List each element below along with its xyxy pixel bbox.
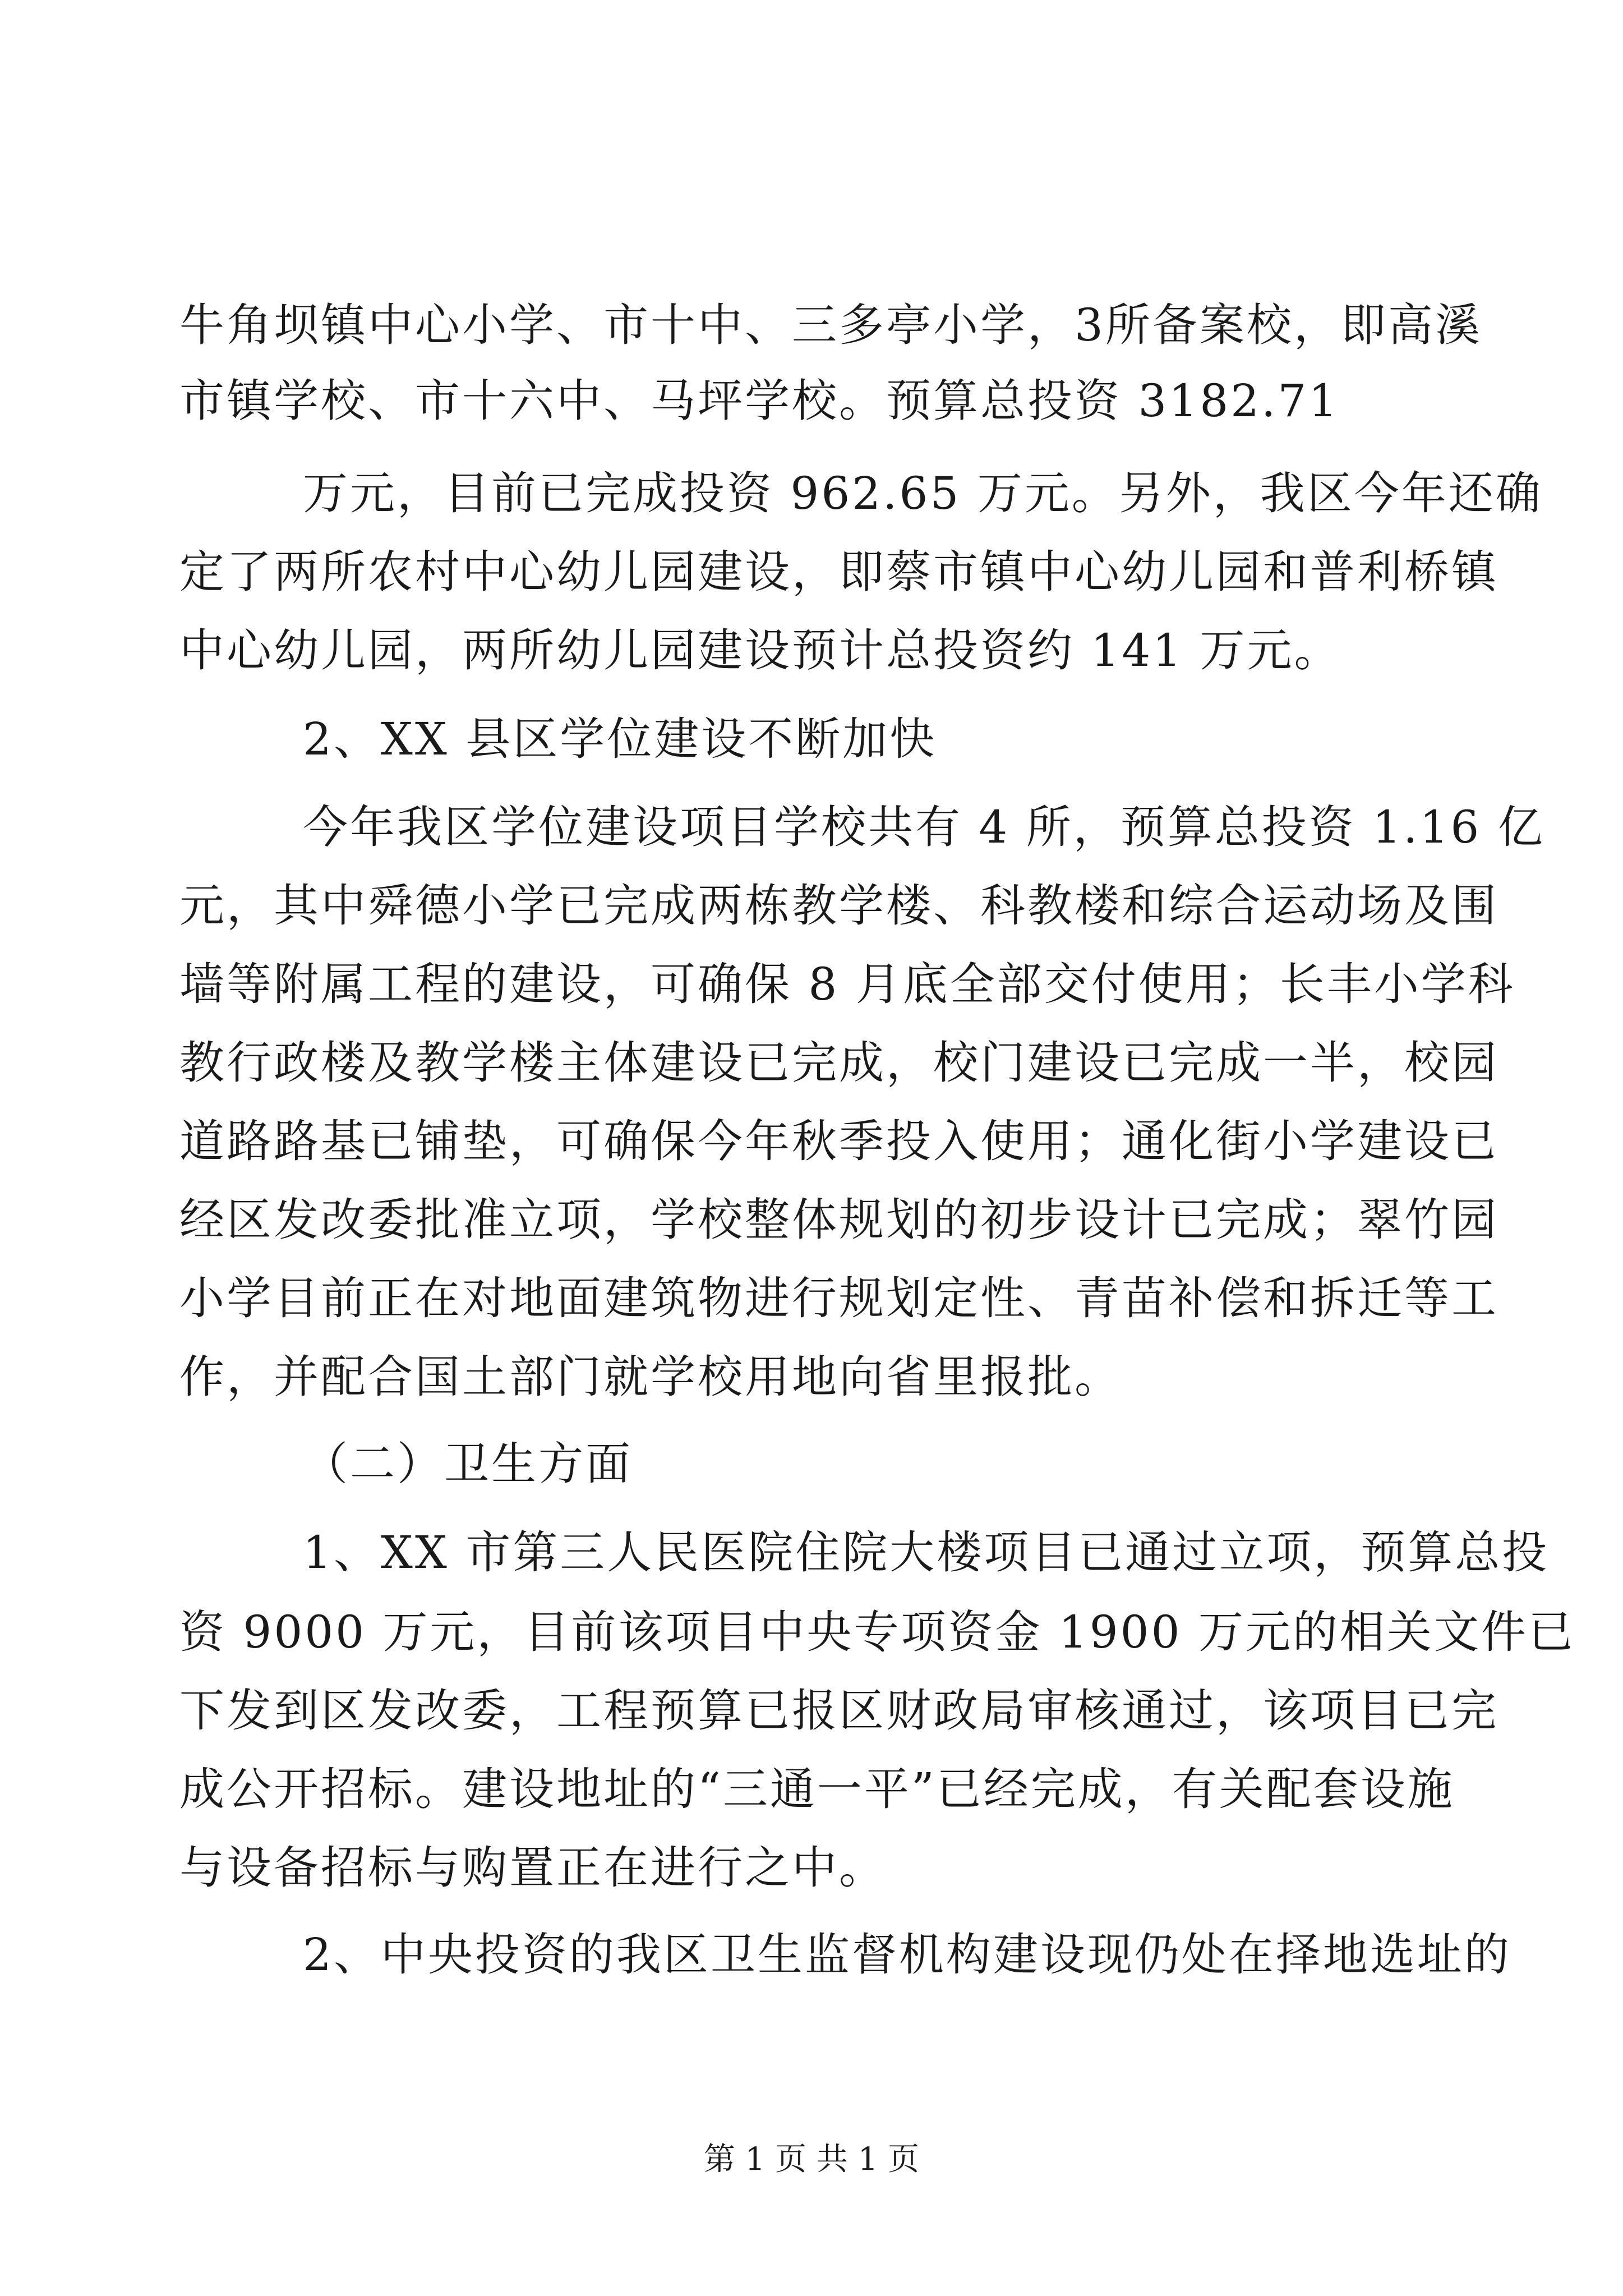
paragraph-line: 道路路基已铺垫，可确保今年秋季投入使用；通化街小学建设已 (179, 1115, 1498, 1167)
paragraph-line: 万元，目前已完成投资 962.65 万元。另外，我区今年还确 (303, 467, 1543, 519)
paragraph-line: 定了两所农村中心幼儿园建设，即蔡市镇中心幼儿园和普利桥镇 (179, 546, 1498, 598)
paragraph-line: 今年我区学位建设项目学校共有 4 所，预算总投资 1.16 亿 (303, 801, 1545, 853)
paragraph-line: 元，其中舜德小学已完成两栋教学楼、科教楼和综合运动场及围 (179, 880, 1498, 932)
paragraph-line: 下发到区发改委，工程预算已报区财政局审核通过，该项目已完 (179, 1685, 1498, 1737)
paragraph-line: 1、XX 市第三人民医院住院大楼项目已通过立项，预算总投 (303, 1526, 1550, 1579)
paragraph-line: 牛角坝镇中心小学、市十中、三多亭小学，3所备案校，即高溪 (179, 299, 1482, 351)
section-heading: 2、XX 县区学位建设不断加快 (303, 713, 937, 765)
page-footer: 第 1 页 共 1 页 (703, 2141, 920, 2178)
paragraph-line: 成公开招标。建设地址的“三通一平”已经完成，有关配套设施 (179, 1763, 1455, 1815)
paragraph-line: 经区发改委批准立项，学校整体规划的初步设计已完成；翠竹园 (179, 1194, 1498, 1246)
paragraph-line: 墙等附属工程的建设，可确保 8 月底全部交付使用；长丰小学科 (179, 958, 1515, 1010)
paragraph-line: 2、中央投资的我区卫生监督机构建设现仍处在择地选址的 (303, 1929, 1511, 1981)
section-heading: （二）卫生方面 (303, 1438, 633, 1490)
paragraph-line: 中心幼儿园，两所幼儿园建设预计总投资约 141 万元。 (179, 624, 1341, 677)
paragraph-line: 作，并配合国土部门就学校用地向省里报批。 (179, 1351, 1122, 1403)
paragraph-line: 资 9000 万元，目前该项目中央专项资金 1900 万元的相关文件已 (179, 1606, 1575, 1658)
paragraph-line: 小学目前正在对地面建筑物进行规划定性、青苗补偿和拆迁等工 (179, 1272, 1498, 1324)
paragraph-line: 市镇学校、市十六中、马坪学校。预算总投资 3182.71 (179, 375, 1340, 427)
paragraph-line: 教行政楼及教学楼主体建设已完成，校门建设已完成一半，校园 (179, 1037, 1498, 1089)
paragraph-line: 与设备招标与购置正在进行之中。 (179, 1842, 886, 1894)
